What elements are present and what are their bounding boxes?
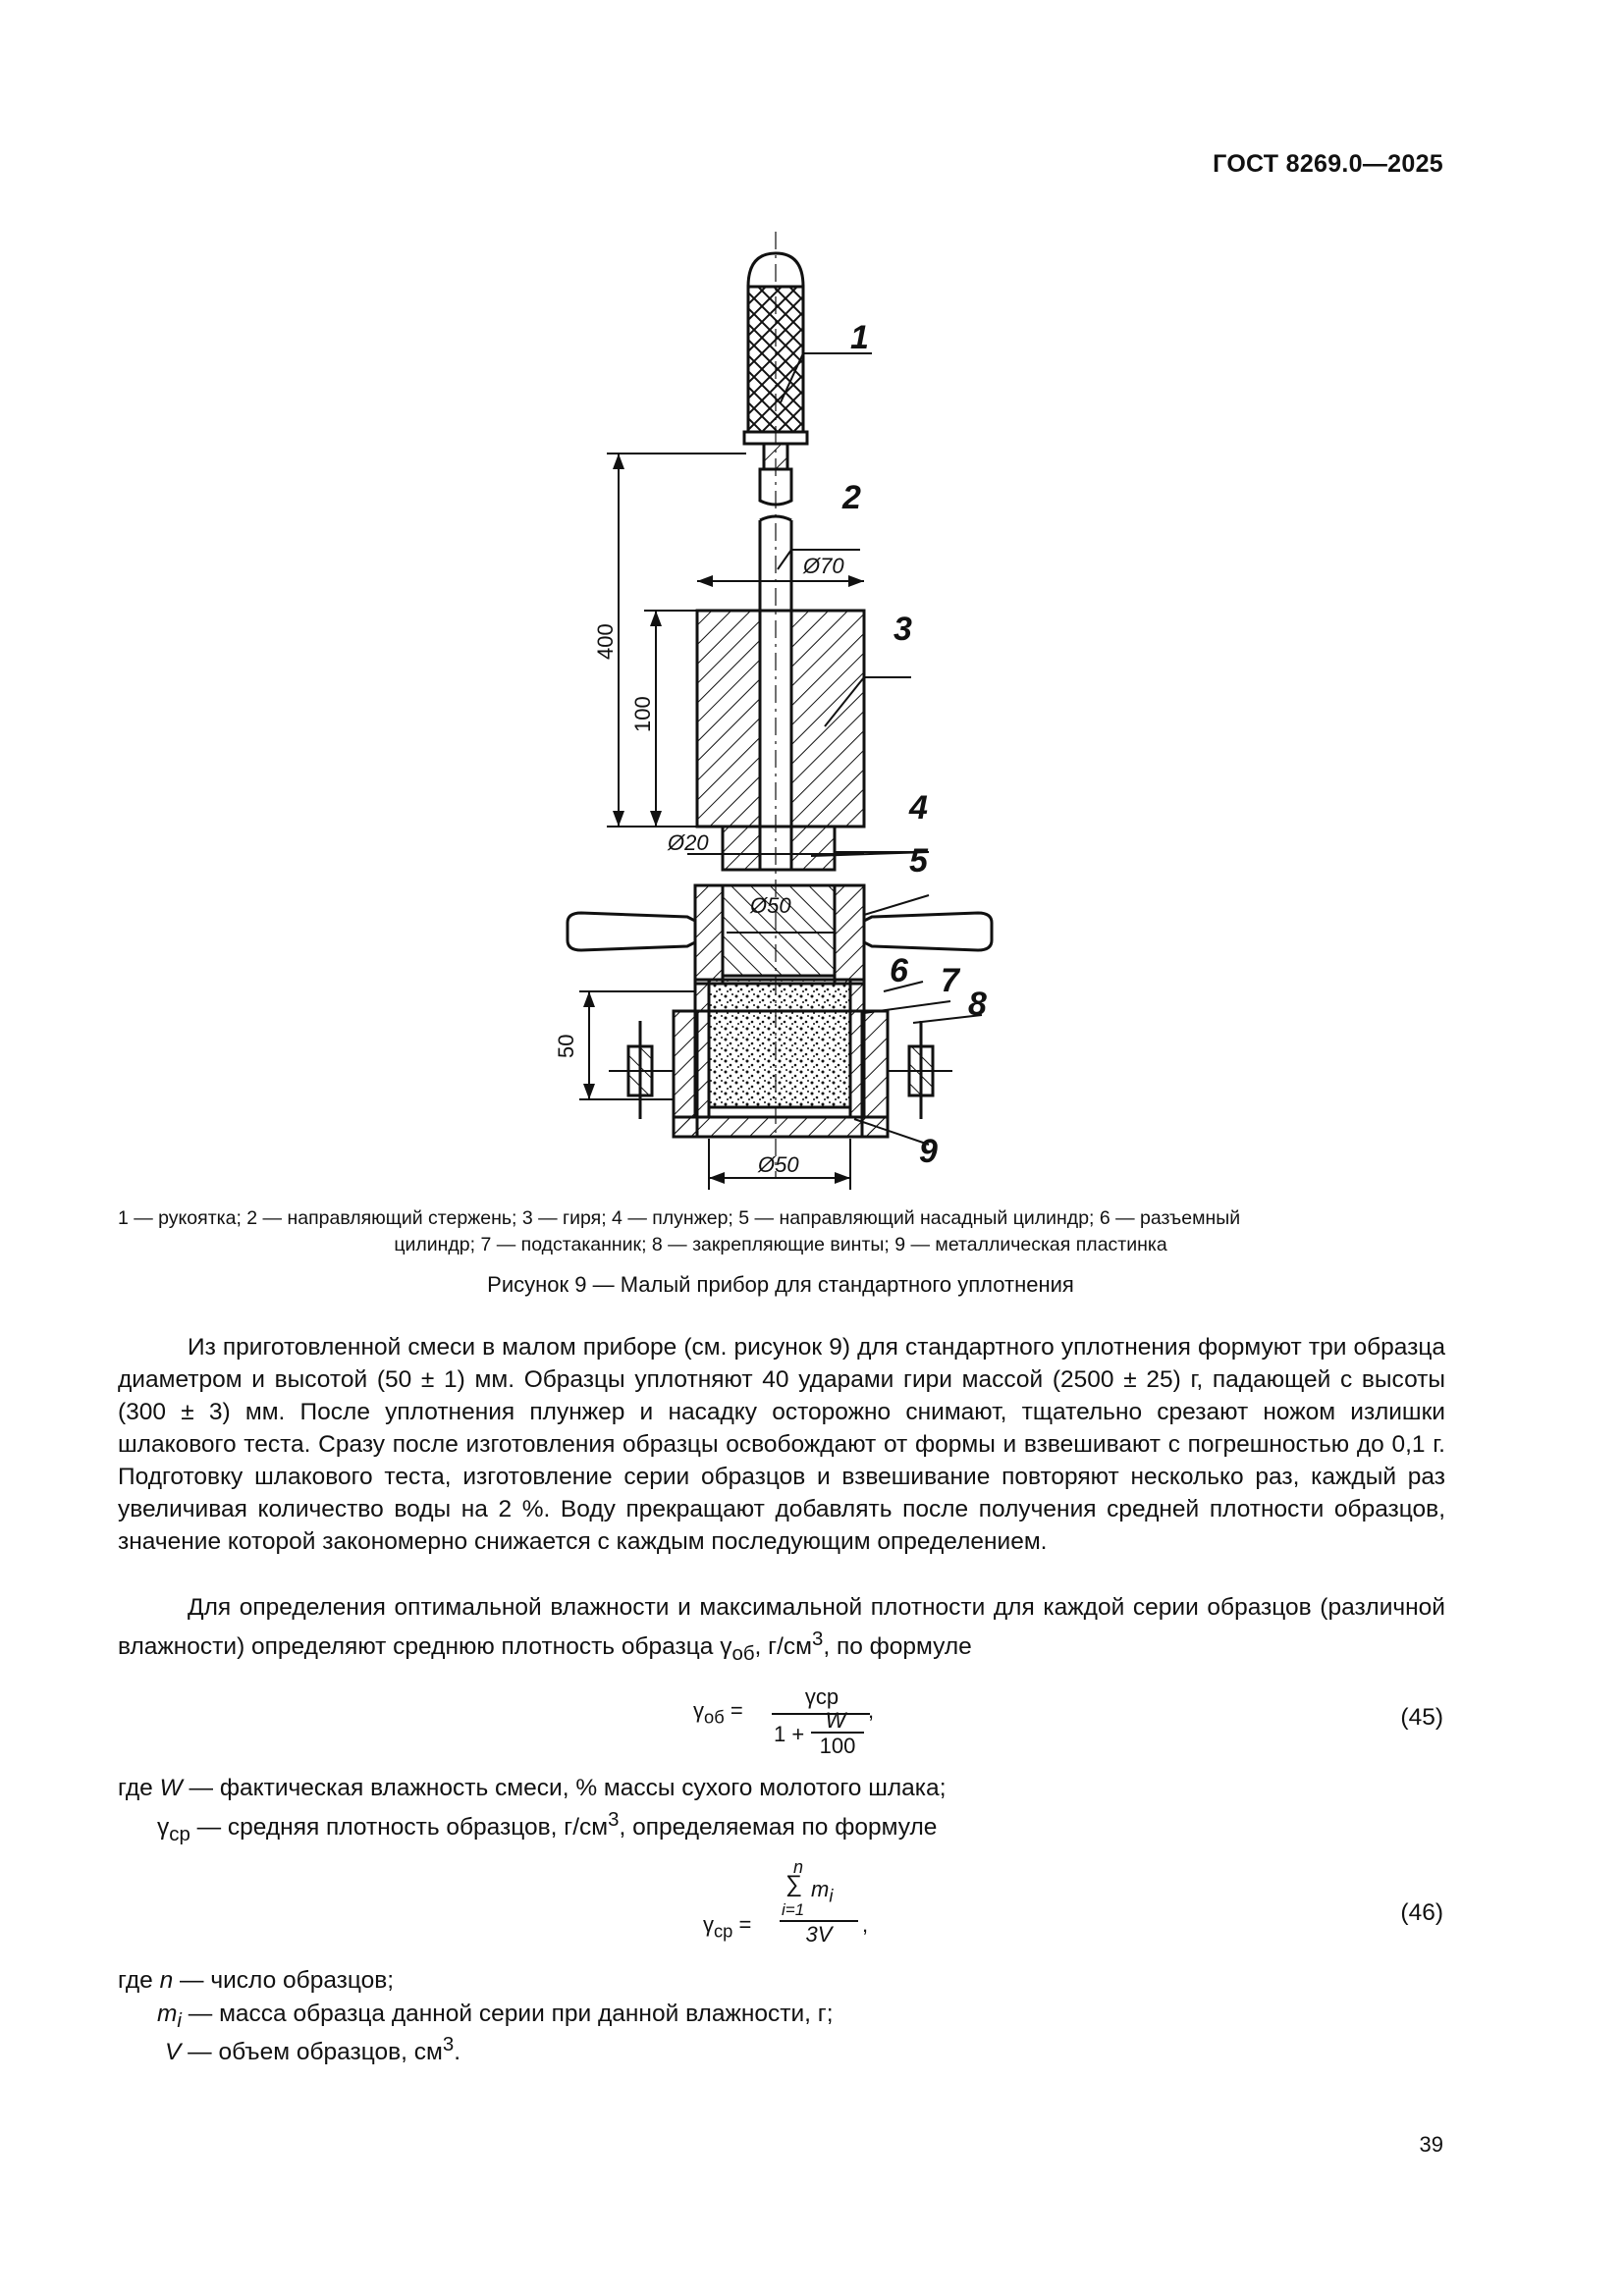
legend-line-1: 1 — рукоятка; 2 — направляющий стержень; 3 — гиря; 4 — плунжер; 5 — направляющий насадный цилиндр; 6 — разъемный xyxy=(118,1207,1241,1229)
formula45-den-num: W xyxy=(825,1708,846,1733)
paragraph-2: Для определения оптимальной влажности и максимальной плотности для каждой серии образцов (различной влажности) определяют среднюю плотность образца $\gamma_{об}$, $г/см^3$, по формуле xyxy=(118,1594,1445,1666)
label-7: 7 xyxy=(941,962,959,999)
document-header: ГОСТ 8269.0—2025 xyxy=(1213,150,1443,178)
equation-number-46: (46) xyxy=(1400,1899,1443,1926)
figure-caption: Рисунок 9 — Малый прибор для стандартного уплотнения xyxy=(487,1272,1074,1297)
dim-diameter-70: Ø70 xyxy=(803,554,844,578)
dim-height-100: 100 xyxy=(630,696,655,732)
label-9: 9 xyxy=(919,1133,938,1170)
label-6: 6 xyxy=(890,952,908,989)
label-2: 2 xyxy=(842,479,861,516)
where-w: где W — фактическая влажность смеси, % массы сухого молотого шлака; xyxy=(118,1775,947,1801)
page-number: 39 xyxy=(1419,2132,1443,2157)
label-8: 8 xyxy=(968,986,987,1023)
where-n: где n — число образцов; xyxy=(118,1967,395,1994)
legend-line-2: цилиндр; 7 — подстаканник; 8 — закрепляющие винты; 9 — металлическая пластинка xyxy=(394,1234,1167,1255)
label-4: 4 xyxy=(909,789,928,827)
figure-legend xyxy=(118,1205,1443,1258)
formula45-lhs: $\gamma_{об}$ = xyxy=(693,1698,743,1728)
mold-assembly xyxy=(674,980,888,1137)
equation-number-45: (45) xyxy=(1400,1704,1443,1731)
formula45-den-one: 1 + xyxy=(774,1722,805,1746)
where-m: $m_i$ — масса образца данной серии при данной влажности, г; xyxy=(157,2001,834,2032)
dim-diameter-50-bottom: Ø50 xyxy=(758,1152,799,1177)
formula45-numerator: γср xyxy=(804,1684,839,1709)
dim-diameter-20: Ø20 xyxy=(668,830,709,855)
where-gamma-cp: $\gamma_{ср}$ — средняя плотность образцов, $г/см^3$, определяемая по формуле xyxy=(157,1809,938,1846)
formula-46: $\gamma_{ср}$ = n ∑ $m_i$ i=1 3V , xyxy=(703,1857,869,1947)
label-3: 3 xyxy=(893,611,912,648)
where-v: V — объем образцов, $см^3$. xyxy=(165,2034,461,2066)
dim-height-400: 400 xyxy=(593,623,618,660)
formula-45: $\gamma_{об}$ = γср 1 + W 100 , xyxy=(693,1684,875,1758)
dim-diameter-50-top: Ø50 xyxy=(750,893,791,918)
dim-height-50: 50 xyxy=(554,1034,578,1058)
weight-part xyxy=(697,611,864,827)
formula45-den-den: 100 xyxy=(819,1734,856,1758)
label-5: 5 xyxy=(909,842,928,880)
label-1: 1 xyxy=(850,319,869,356)
paragraph-1: Из приготовленной смеси в малом приборе (см. рисунок 9) для стандартного уплотнения формуют три образца диаметром и высотой (50 ± 1) мм. Образцы уплотняют 40 ударами гири массой (2500 ± 25) г, падающей с высоты (300 ± 3) мм. После уплотнения плунжер и насадку осторожно снимают, тщательно срезают ножом излишки шлакового теста. Сразу после изготовления образцы освобождают от формы и взвешивают с погрешностью до 0,1 г. Подготовку шлакового теста, изготовление серии образцов и взвешивание повторяют несколько раз, каждый раз увеличивая количество воды на 2 %. Воду прекращают добавлять после получения средней плотности образцов, значение которой закономерно снижается с каждым последующим определением. xyxy=(118,1334,1445,1555)
